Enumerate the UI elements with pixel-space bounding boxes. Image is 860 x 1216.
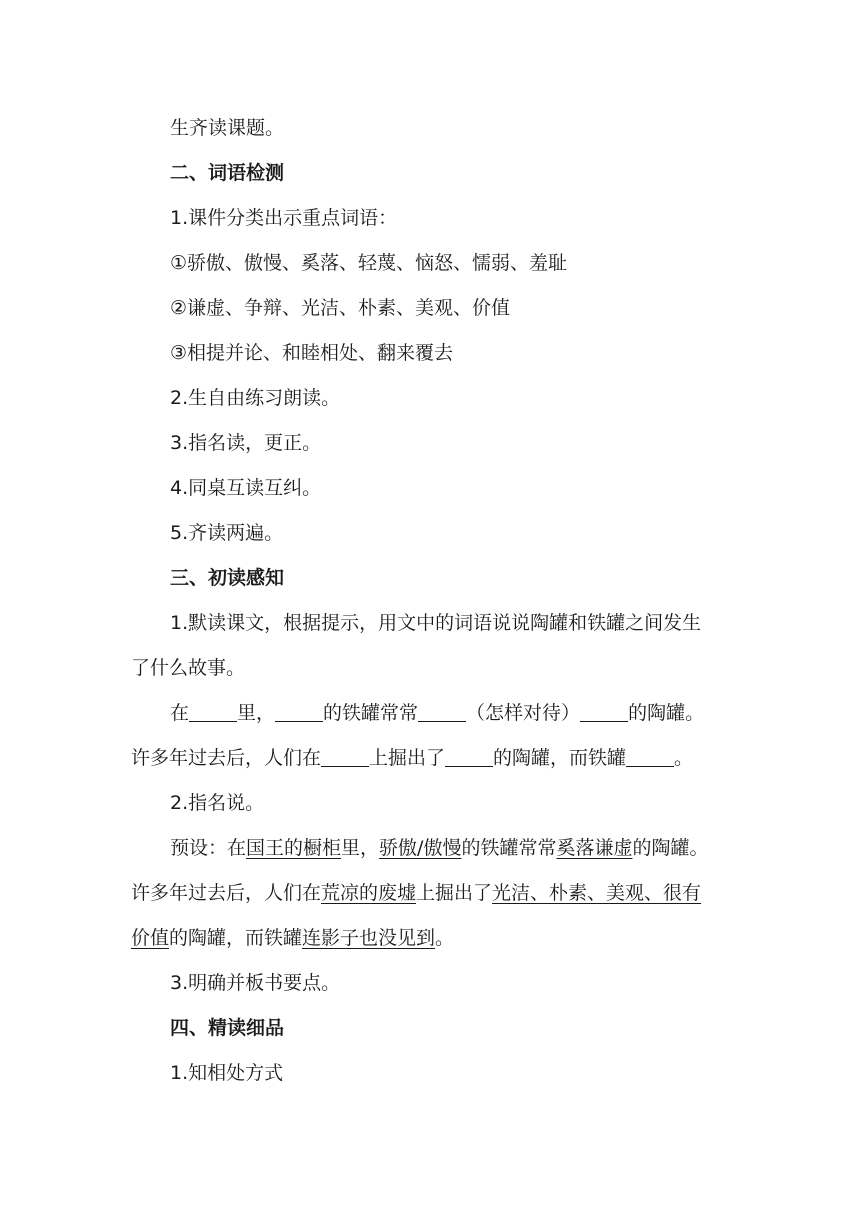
blank (189, 703, 237, 722)
fill-blank-line-1: 在 里， 的铁罐常常 （怎样对待） 的陶罐。 (170, 702, 705, 724)
section-heading-close-reading: 四、精读细品 (170, 1017, 285, 1039)
item-peer-reading: 4.同桌互读互纠。 (170, 477, 322, 499)
underlined-answer: 荒凉的废墟 (321, 882, 417, 904)
item-read-twice: 5.齐读两遍。 (170, 522, 284, 544)
preset-answer-line-3: 价值的陶罐，而铁罐连影子也没见到。 (131, 927, 455, 949)
fill-blank-line-2: 许多年过去后，人们在 上掘出了 的陶罐，而铁罐 。 (131, 747, 694, 769)
word-group-3: ③相提并论、和睦相处、翻来覆去 (170, 342, 454, 364)
underlined-answer: 光洁、朴素、美观、很有 (492, 882, 702, 904)
underlined-answer: 国王的橱柜 (246, 837, 342, 859)
blank (321, 748, 369, 767)
item-silent-reading-line2: 了什么故事。 (131, 657, 246, 679)
preset-answer-line-1: 预设：在国王的橱柜里，骄傲/傲慢的铁罐常常奚落谦虚的陶罐。 (170, 837, 709, 859)
blank (626, 748, 674, 767)
item-show-key-words: 1.课件分类出示重点词语： (170, 207, 398, 229)
section-heading-first-reading: 三、初读感知 (170, 567, 285, 589)
word-group-2: ②谦虚、争辩、光洁、朴素、美观、价值 (170, 297, 511, 319)
item-named-speaking: 2.指名说。 (170, 792, 265, 814)
item-way-of-getting-along: 1.知相处方式 (170, 1062, 284, 1084)
item-silent-reading-line1: 1.默读课文，根据提示，用文中的词语说说陶罐和铁罐之间发生 (170, 612, 702, 634)
item-named-reading: 3.指名读，更正。 (170, 432, 322, 454)
blank (418, 703, 466, 722)
blank (580, 703, 628, 722)
preset-answer-line-2: 许多年过去后，人们在荒凉的废墟上掘出了光洁、朴素、美观、很有 (131, 882, 702, 904)
paragraph-read-title: 生齐读课题。 (170, 117, 285, 139)
underlined-answer: 奚落谦虚 (556, 837, 633, 859)
blank (445, 748, 493, 767)
blank (275, 703, 323, 722)
word-group-1: ①骄傲、傲慢、奚落、轻蔑、恼怒、懦弱、羞耻 (170, 252, 568, 274)
underlined-answer: 连影子也没见到 (302, 927, 436, 949)
item-free-practice: 2.生自由练习朗读。 (170, 387, 341, 409)
section-heading-vocabulary: 二、词语检测 (170, 162, 285, 184)
item-board-notes: 3.明确并板书要点。 (170, 972, 341, 994)
underlined-answer: 骄傲/傲慢 (379, 837, 462, 859)
underlined-answer: 价值 (131, 927, 170, 949)
